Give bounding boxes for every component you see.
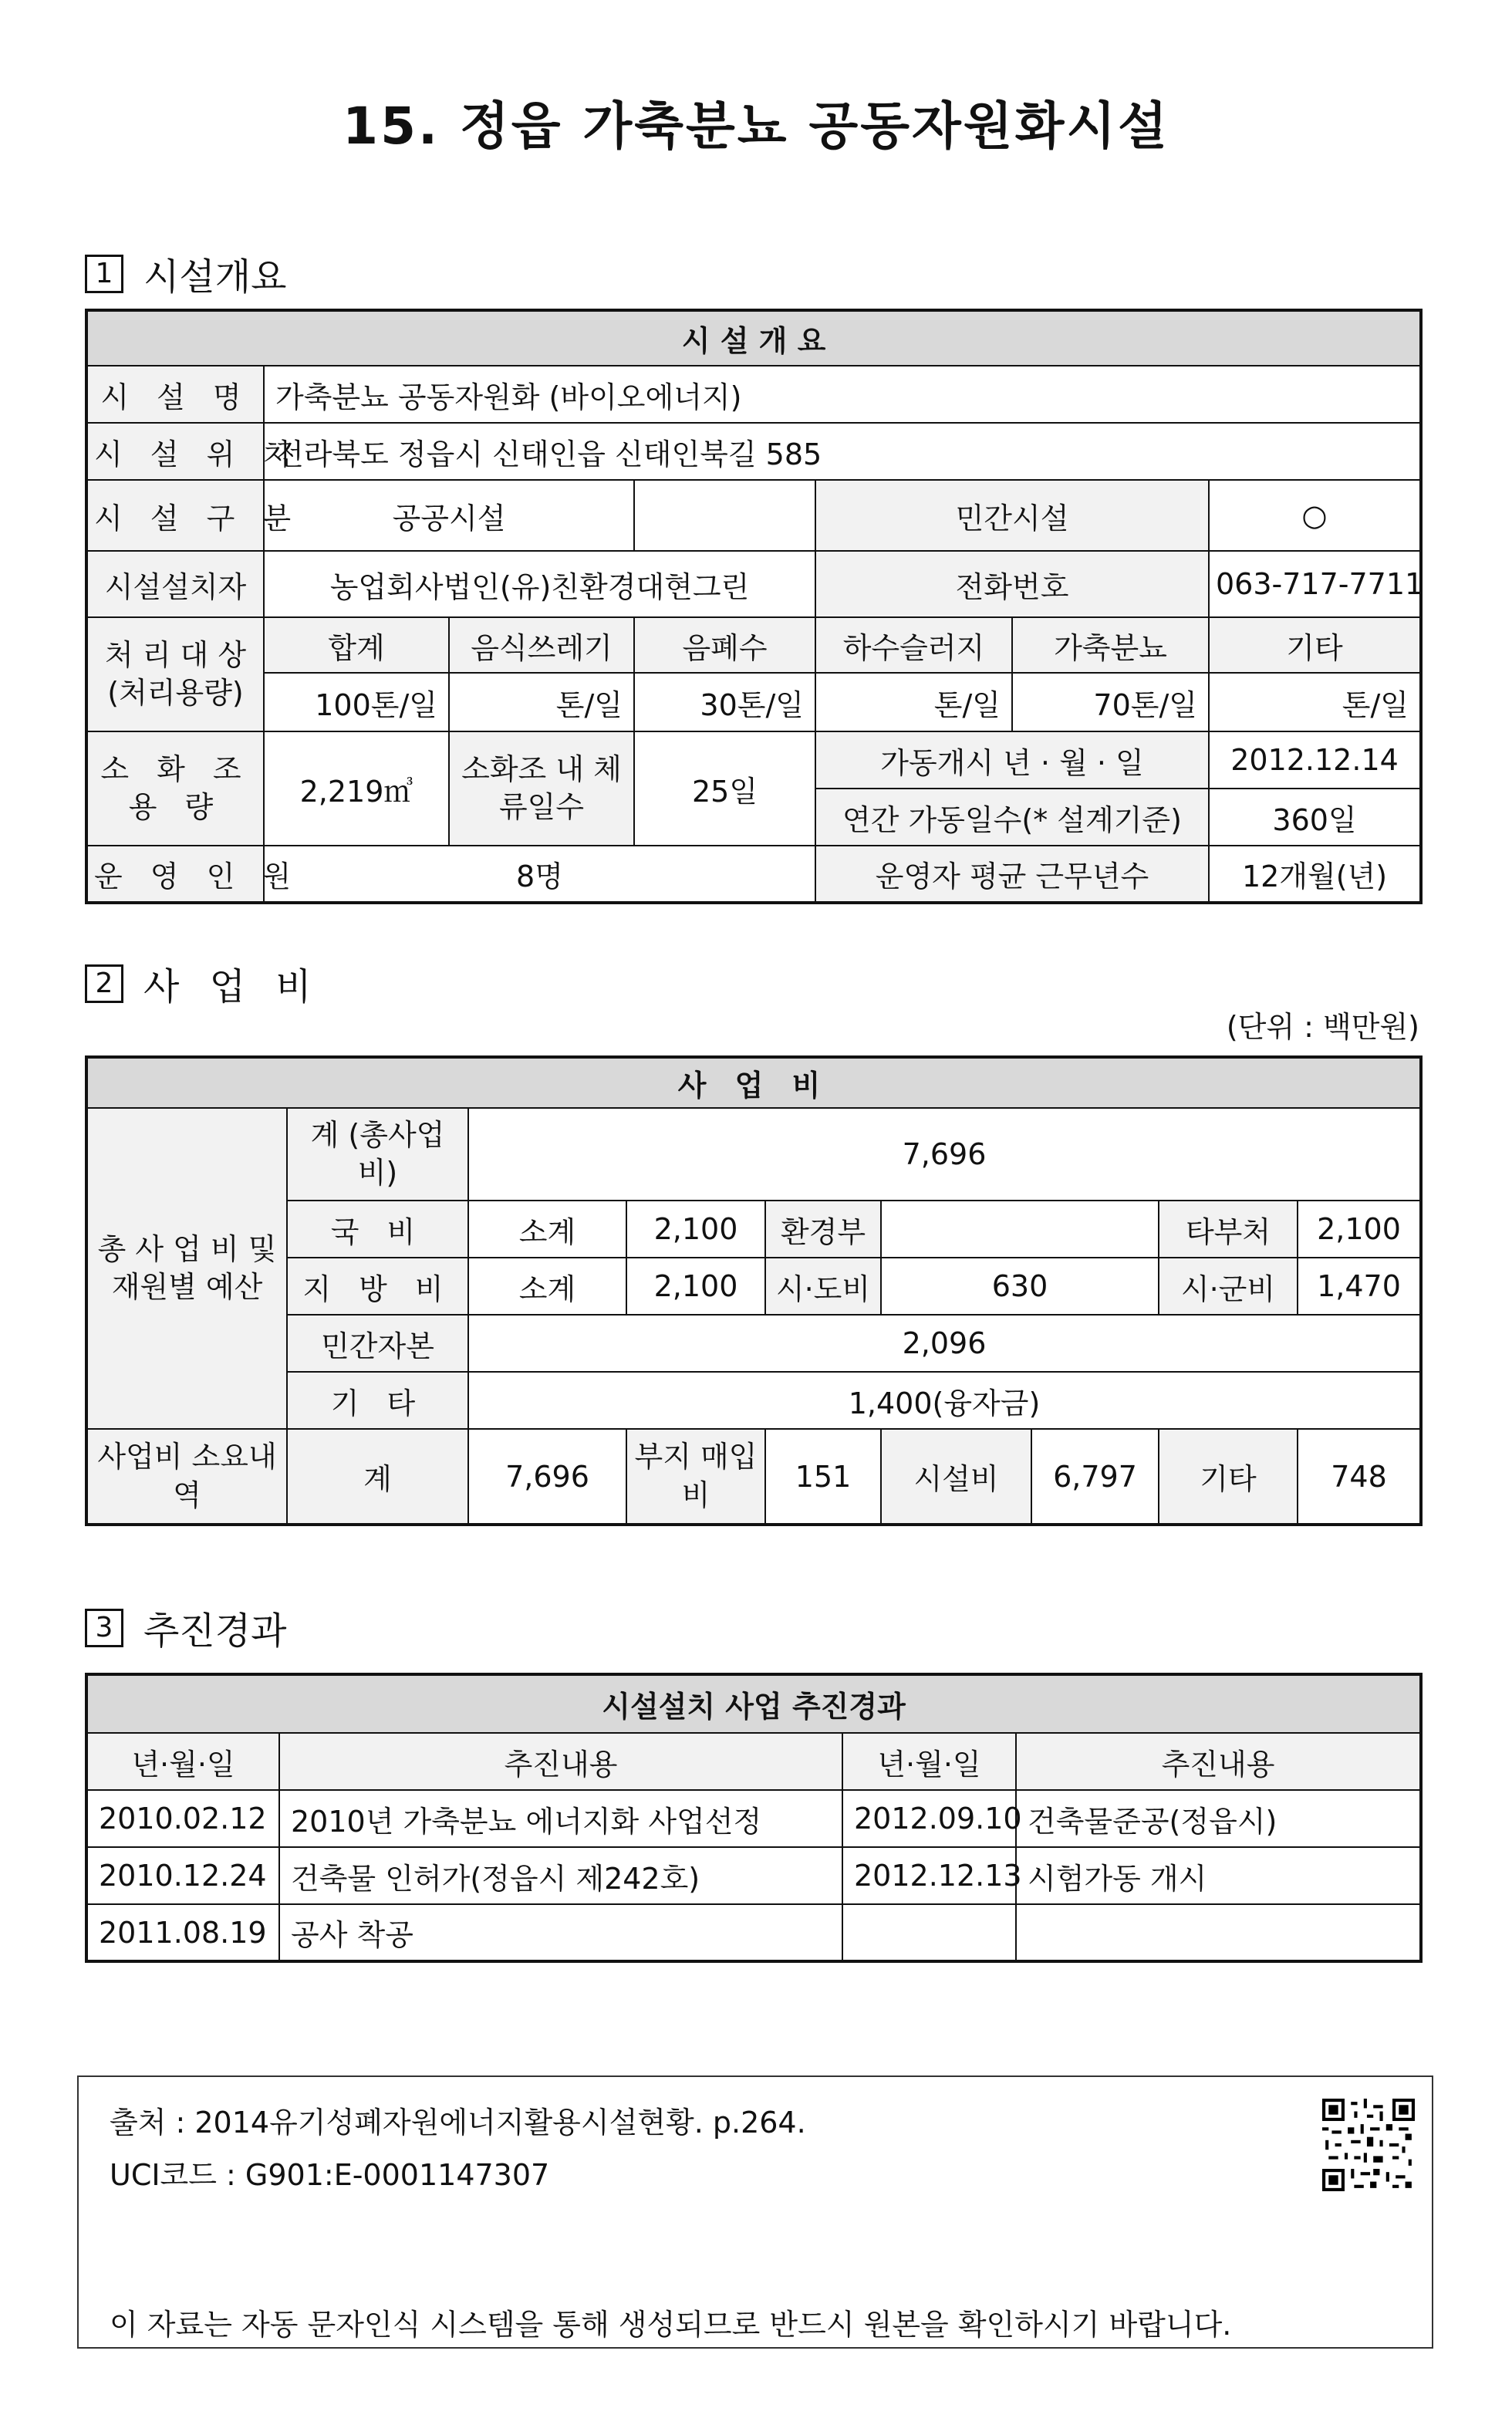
target-col-total: 합계 [264,617,449,673]
etc-fund-label: 기 타 [287,1372,468,1429]
other-cost-label: 기타 [1159,1429,1298,1525]
tenure-value: 12개월(년) [1209,846,1421,903]
page-title: 15. 정읍 가축분뇨 공동자원화시설 [343,96,1169,156]
target-val-sewage-sludge: 톤/일 [815,673,1012,731]
unit-note: (단위 : 백만원) [1226,1010,1419,1044]
ocr-notice: 이 자료는 자동 문자인식 시스템을 통해 생성되므로 반드시 원본을 확인하시기 바랍니다. [110,2308,1232,2342]
target-col-food-waste: 음식쓰레기 [449,617,634,673]
facility-type-label: 시 설 구 분 [86,480,264,551]
province-fund-value: 630 [881,1258,1159,1315]
private-facility-mark: ○ [1209,480,1421,551]
section-title: 시설개요 [143,255,287,299]
local-subtotal-label: 소계 [468,1258,626,1315]
date-cell: 2010.12.24 [86,1847,279,1904]
section-3-heading [85,1601,286,1654]
date-cell: 2010.02.12 [86,1790,279,1847]
content-col-header: 추진내용 [279,1733,842,1790]
date-col-header: 년·월·일 [842,1733,1016,1790]
content-cell [1016,1904,1421,1961]
qr-code-icon [1322,2099,1415,2191]
other-cost-value: 748 [1298,1429,1421,1525]
content-cell: 시험가동 개시 [1016,1847,1421,1904]
target-val-other: 톤/일 [1209,673,1421,731]
retention-days-label: 소화조 내 체류일수 [449,731,634,846]
source-box [77,2075,1433,2349]
facility-name-label: 시 설 명 [86,366,264,423]
content-cell: 건축물준공(정읍시) [1016,1790,1421,1847]
other-ministry-label: 타부처 [1159,1201,1298,1258]
project-cost-table [85,1055,1423,1526]
target-val-food-wastewater: 30톤/일 [634,673,815,731]
table-title: 시설설치 사업 추진경과 [86,1674,1421,1733]
target-col-other: 기타 [1209,617,1421,673]
phone-label: 전화번호 [815,551,1209,617]
land-purchase-label: 부지 매입비 [626,1429,765,1525]
other-ministry-value: 2,100 [1298,1201,1421,1258]
target-val-livestock-manure: 70톤/일 [1012,673,1209,731]
target-val-food-waste: 톤/일 [449,673,634,731]
treatment-target-label: 처 리 대 상 (처리용량) [86,617,264,731]
content-col-header: 추진내용 [1016,1733,1421,1790]
section-title: 사 업 비 [143,965,321,1008]
target-col-sewage-sludge: 하수슬러지 [815,617,1012,673]
section-number: 2 [85,964,123,1003]
facility-overview-table [85,309,1423,904]
province-fund-label: 시·도비 [765,1258,881,1315]
section-1-heading [85,247,286,300]
content-cell: 공사 착공 [279,1904,842,1961]
installer-label: 시설설치자 [86,551,264,617]
date-col-header: 년·월·일 [86,1733,279,1790]
environment-ministry-label: 환경부 [765,1201,881,1258]
table-row [86,1904,1421,1961]
city-fund-value: 1,470 [1298,1258,1421,1315]
installer-value: 농업회사법인(유)친환경대현그린 [264,551,815,617]
local-subtotal-value: 2,100 [626,1258,765,1315]
progress-table [85,1673,1423,1963]
private-capital-value: 2,096 [468,1315,1421,1372]
uci-code: UCI코드 : G901:E-0001147307 [110,2158,550,2192]
facility-name-value: 가축분뇨 공동자원화 (바이오에너지) [264,366,1421,423]
content-cell: 2010년 가축분뇨 에너지화 사업선정 [279,1790,842,1847]
date-cell: 2012.12.13 [842,1847,1016,1904]
national-subtotal-label: 소계 [468,1201,626,1258]
total-cost-value: 7,696 [468,1108,1421,1201]
retention-days-value: 25일 [634,731,815,846]
section-number: 1 [85,255,123,293]
table-title: 시 설 개 요 [86,310,1421,366]
local-fund-label: 지 방 비 [287,1258,468,1315]
target-col-livestock-manure: 가축분뇨 [1012,617,1209,673]
content-cell: 건축물 인허가(정읍시 제242호) [279,1847,842,1904]
table-title: 사 업 비 [86,1057,1421,1108]
source-citation: 출처 : 2014유기성폐자원에너지활용시설현황. p.264. [110,2106,806,2140]
breakdown-sum-label: 계 [287,1429,468,1525]
public-facility-mark [634,480,815,551]
annual-days-label: 연간 가동일수(* 설계기준) [815,789,1209,846]
facility-cost-label: 시설비 [881,1429,1031,1525]
start-date-label: 가동개시 년 · 월 · 일 [815,731,1209,789]
facility-location-value: 전라북도 정읍시 신태인읍 신태인북길 585 [264,423,1421,480]
annual-days-value: 360일 [1209,789,1421,846]
total-cost-label: 계 (총사업비) [287,1108,468,1201]
tenure-label: 운영자 평균 근무년수 [815,846,1209,903]
date-cell: 2012.09.10 [842,1790,1016,1847]
digester-capacity-value: 2,219㎥ [264,731,449,846]
public-facility-label: 공공시설 [264,480,634,551]
section-2-heading [85,957,321,1010]
table-row [86,1790,1421,1847]
date-cell: 2011.08.19 [86,1904,279,1961]
staff-label: 운 영 인 원 [86,846,264,903]
digester-capacity-label: 소 화 조 용 량 [86,731,264,846]
total-budget-group-label: 총 사 업 비 및 재원별 예산 [86,1108,287,1429]
facility-location-label: 시 설 위 치 [86,423,264,480]
land-purchase-value: 151 [765,1429,881,1525]
national-subtotal-value: 2,100 [626,1201,765,1258]
breakdown-sum-value: 7,696 [468,1429,626,1525]
etc-fund-value: 1,400(융자금) [468,1372,1421,1429]
private-facility-label: 민간시설 [815,480,1209,551]
national-fund-label: 국 비 [287,1201,468,1258]
table-row [86,1847,1421,1904]
city-fund-label: 시·군비 [1159,1258,1298,1315]
date-cell [842,1904,1016,1961]
section-number: 3 [85,1609,123,1647]
cost-breakdown-label: 사업비 소요내역 [86,1429,287,1525]
environment-ministry-value [881,1201,1159,1258]
facility-cost-value: 6,797 [1031,1429,1159,1525]
section-title: 추진경과 [143,1609,287,1653]
start-date-value: 2012.12.14 [1209,731,1421,789]
phone-value: 063-717-7711 [1209,551,1421,617]
staff-value: 8명 [264,846,815,903]
target-col-food-wastewater: 음폐수 [634,617,815,673]
private-capital-label: 민간자본 [287,1315,468,1372]
target-val-total: 100톤/일 [264,673,449,731]
